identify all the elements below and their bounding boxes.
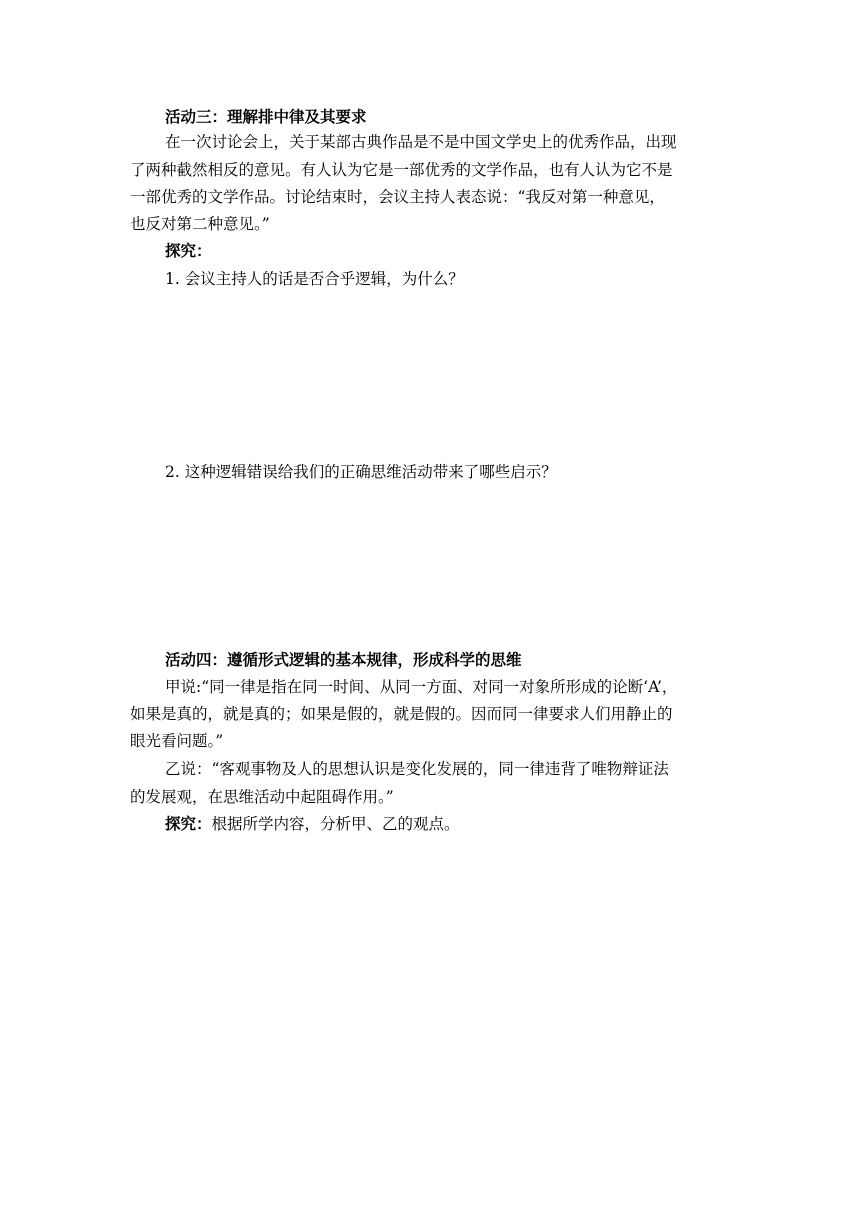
activity3-question-2: 2. 这种逻辑错误给我们的正确思维活动带来了哪些启示？ (165, 463, 557, 481)
jia-statement-line-2: 如果是真的，就是真的；如果是假的，就是假的。因而同一律要求人们用静止的 (130, 705, 673, 723)
activity3-explore-label: 探究： (165, 242, 212, 260)
yi-statement-line-2: 的发展观，在思维活动中起阻碍作用。” (130, 788, 394, 806)
activity3-title: 活动三：理解排中律及其要求 (165, 108, 367, 126)
activity4-explore (165, 813, 765, 835)
activity3-paragraph-line-4: 也反对第二种意见。” (130, 215, 270, 233)
activity3-paragraph-line-2: 了两种截然相反的意见。有人认为它是一部优秀的文学作品，也有人认为它不是 (130, 161, 673, 179)
yi-statement-line-1: 乙说：“客观事物及人的思想认识是变化发展的，同一律违背了唯物辩证法 (165, 760, 669, 778)
activity3-paragraph-line-3: 一部优秀的文学作品。讨论结束时，会议主持人表态说：“我反对第一种意见， (130, 188, 665, 206)
activity3-paragraph-line-1: 在一次讨论会上，关于某部古典作品是不是中国文学史上的优秀作品，出现 (165, 133, 677, 151)
activity3-question-1: 1. 会议主持人的话是否合乎逻辑，为什么？ (165, 270, 464, 288)
jia-statement-line-1: 甲说:“同一律是指在同一时间、从同一方面、对同一对象所形成的论断‘A’， (165, 678, 678, 696)
jia-statement-line-3: 眼光看问题。” (130, 732, 224, 750)
activity4-explore-label: 探究： (165, 815, 212, 833)
activity4-explore-text: 根据所学内容，分析甲、乙的观点。 (211, 815, 460, 833)
activity4-title: 活动四：遵循形式逻辑的基本规律，形成科学的思维 (165, 651, 522, 669)
